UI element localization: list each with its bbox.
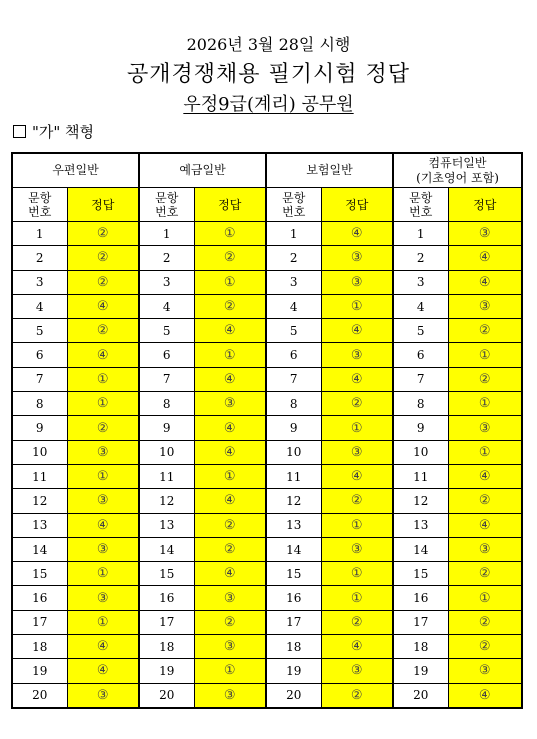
answer-cell: ② [67,222,139,246]
answer-cell: ③ [194,392,266,416]
question-number: 11 [12,464,67,488]
answer-cell: ③ [448,222,522,246]
answer-cell: ④ [321,464,393,488]
question-number: 12 [393,489,448,513]
question-number: 15 [393,562,448,586]
question-number: 6 [139,343,194,367]
table-row [12,464,522,488]
answer-header: 정답 [448,188,522,222]
booklet-label: "가" 책형 [32,123,95,141]
subtitle-text: 우정9급(계리) 공무원 [183,94,354,115]
answer-cell: ② [321,683,393,708]
answer-cell: ③ [67,683,139,708]
answer-cell: ② [194,294,266,318]
answer-cell: ④ [448,270,522,294]
answer-cell: ④ [67,343,139,367]
question-number: 3 [12,270,67,294]
answer-cell: ① [67,562,139,586]
answer-cell: ① [448,440,522,464]
question-number: 16 [393,586,448,610]
answer-cell: ② [321,489,393,513]
table-row [12,270,522,294]
question-number: 1 [393,222,448,246]
question-number: 20 [393,683,448,708]
question-number: 4 [393,294,448,318]
question-number: 20 [266,683,321,708]
question-number: 13 [139,513,194,537]
table-row [12,489,522,513]
page-subtitle [0,90,537,116]
answer-cell: ③ [194,586,266,610]
answer-cell: ④ [194,416,266,440]
table-row [12,294,522,318]
question-number: 16 [12,586,67,610]
question-number: 6 [266,343,321,367]
answer-cell: ④ [448,513,522,537]
subject-header: 컴퓨터일반 (기초영어 포함) [393,153,522,188]
answer-cell: ① [67,464,139,488]
answer-cell: ④ [194,489,266,513]
answer-cell: ① [448,343,522,367]
table-row [12,222,522,246]
answer-cell: ③ [448,294,522,318]
answer-cell: ③ [321,246,393,270]
answer-cell: ③ [448,659,522,683]
answer-cell: ② [67,246,139,270]
answer-header: 정답 [321,188,393,222]
table-row [12,246,522,270]
question-number: 4 [266,294,321,318]
table-row [12,367,522,391]
answer-cell: ③ [321,659,393,683]
question-number: 8 [266,392,321,416]
answer-cell: ② [67,416,139,440]
question-number: 18 [139,635,194,659]
question-number: 6 [12,343,67,367]
question-number: 14 [12,537,67,561]
answer-cell: ② [321,610,393,634]
question-number: 17 [266,610,321,634]
answer-cell: ② [448,562,522,586]
answer-cell: ④ [194,440,266,464]
question-number: 4 [12,294,67,318]
answer-cell: ② [67,270,139,294]
question-number: 7 [393,367,448,391]
question-number: 9 [393,416,448,440]
answer-cell: ④ [194,562,266,586]
question-number: 10 [139,440,194,464]
answer-cell: ④ [448,683,522,708]
question-number: 2 [139,246,194,270]
answer-cell: ① [67,610,139,634]
question-number: 12 [266,489,321,513]
subject-header-row [12,153,522,188]
question-number: 10 [266,440,321,464]
answer-cell: ④ [321,319,393,343]
answer-cell: ③ [67,489,139,513]
answer-cell: ① [321,294,393,318]
answer-cell: ② [448,635,522,659]
table-row [12,562,522,586]
table-row [12,610,522,634]
table-row [12,513,522,537]
booklet-type [13,121,94,142]
answer-cell: ① [194,464,266,488]
answer-table [11,152,523,709]
column-header-row [12,188,522,222]
answer-cell: ② [448,610,522,634]
answer-cell: ④ [448,246,522,270]
answer-cell: ② [194,610,266,634]
answer-cell: ② [194,513,266,537]
question-number: 19 [266,659,321,683]
answer-cell: ③ [321,440,393,464]
question-number: 20 [12,683,67,708]
question-number: 1 [266,222,321,246]
subject-header: 보험일반 [266,153,393,188]
question-number: 5 [266,319,321,343]
question-number: 18 [393,635,448,659]
answer-header: 정답 [67,188,139,222]
answer-cell: ① [448,392,522,416]
answer-cell: ③ [321,343,393,367]
table-row [12,537,522,561]
table-row [12,392,522,416]
table-row [12,343,522,367]
question-number: 19 [393,659,448,683]
question-number: 2 [393,246,448,270]
answer-cell: ③ [67,440,139,464]
question-number: 3 [393,270,448,294]
answer-cell: ① [321,416,393,440]
answer-header: 정답 [194,188,266,222]
subject-header: 우편일반 [12,153,139,188]
question-number: 11 [393,464,448,488]
answer-cell: ① [194,270,266,294]
answer-cell: ③ [67,586,139,610]
question-number: 7 [266,367,321,391]
answer-cell: ① [194,343,266,367]
question-number: 11 [139,464,194,488]
question-number: 10 [12,440,67,464]
question-number: 2 [266,246,321,270]
question-number-header: 문항 번호 [139,188,194,222]
question-number: 9 [266,416,321,440]
answer-cell: ③ [194,635,266,659]
answer-cell: ② [67,319,139,343]
question-number: 19 [139,659,194,683]
question-number: 8 [139,392,194,416]
question-number: 18 [12,635,67,659]
question-number-header: 문항 번호 [393,188,448,222]
question-number: 1 [12,222,67,246]
answer-cell: ② [194,537,266,561]
question-number: 14 [393,537,448,561]
answer-cell: ② [321,392,393,416]
question-number: 15 [266,562,321,586]
question-number: 2 [12,246,67,270]
question-number: 4 [139,294,194,318]
question-number: 3 [139,270,194,294]
table-row [12,635,522,659]
answer-cell: ② [448,319,522,343]
answer-cell: ③ [321,537,393,561]
question-number: 3 [266,270,321,294]
question-number: 9 [139,416,194,440]
answer-cell: ④ [194,319,266,343]
question-number: 7 [12,367,67,391]
answer-cell: ④ [67,513,139,537]
question-number-header: 문항 번호 [266,188,321,222]
answer-cell: ④ [194,367,266,391]
question-number: 17 [12,610,67,634]
question-number: 5 [393,319,448,343]
answer-cell: ① [321,513,393,537]
answer-cell: ④ [321,222,393,246]
question-number: 13 [266,513,321,537]
subject-header: 예금일반 [139,153,266,188]
question-number: 16 [266,586,321,610]
answer-cell: ④ [67,659,139,683]
question-number: 9 [12,416,67,440]
question-number: 7 [139,367,194,391]
answer-cell: ② [448,367,522,391]
question-number: 14 [266,537,321,561]
answer-cell: ① [67,392,139,416]
checkbox-icon [13,125,26,138]
answer-cell: ① [194,222,266,246]
answer-cell: ④ [448,464,522,488]
question-number: 12 [12,489,67,513]
answer-cell: ③ [321,270,393,294]
question-number: 18 [266,635,321,659]
answer-cell: ④ [67,635,139,659]
exam-date: 2026년 3월 28일 시행 [186,35,351,54]
answer-cell: ③ [448,537,522,561]
answer-cell: ① [321,586,393,610]
question-number: 15 [12,562,67,586]
question-number: 20 [139,683,194,708]
question-number: 5 [12,319,67,343]
answer-cell: ④ [67,294,139,318]
question-number: 16 [139,586,194,610]
table-row [12,319,522,343]
question-number: 8 [12,392,67,416]
answer-cell: ③ [194,683,266,708]
question-number: 8 [393,392,448,416]
answer-cell: ① [67,367,139,391]
question-number: 1 [139,222,194,246]
answer-cell: ② [194,246,266,270]
question-number: 19 [12,659,67,683]
question-number: 17 [139,610,194,634]
question-number: 10 [393,440,448,464]
answer-cell: ④ [321,367,393,391]
answer-cell: ② [448,489,522,513]
table-row [12,659,522,683]
answer-cell: ① [448,586,522,610]
table-row [12,586,522,610]
question-number: 13 [12,513,67,537]
table-row [12,440,522,464]
answer-cell: ③ [67,537,139,561]
page-title: 공개경쟁채용 필기시험 정답 [126,62,410,87]
question-number: 15 [139,562,194,586]
answer-cell: ① [321,562,393,586]
question-number: 13 [393,513,448,537]
question-number: 17 [393,610,448,634]
question-number-header: 문항 번호 [12,188,67,222]
answer-cell: ④ [321,635,393,659]
question-number: 11 [266,464,321,488]
question-number: 6 [393,343,448,367]
table-row [12,683,522,708]
answer-cell: ③ [448,416,522,440]
table-row [12,416,522,440]
answer-cell: ① [194,659,266,683]
question-number: 12 [139,489,194,513]
question-number: 5 [139,319,194,343]
question-number: 14 [139,537,194,561]
